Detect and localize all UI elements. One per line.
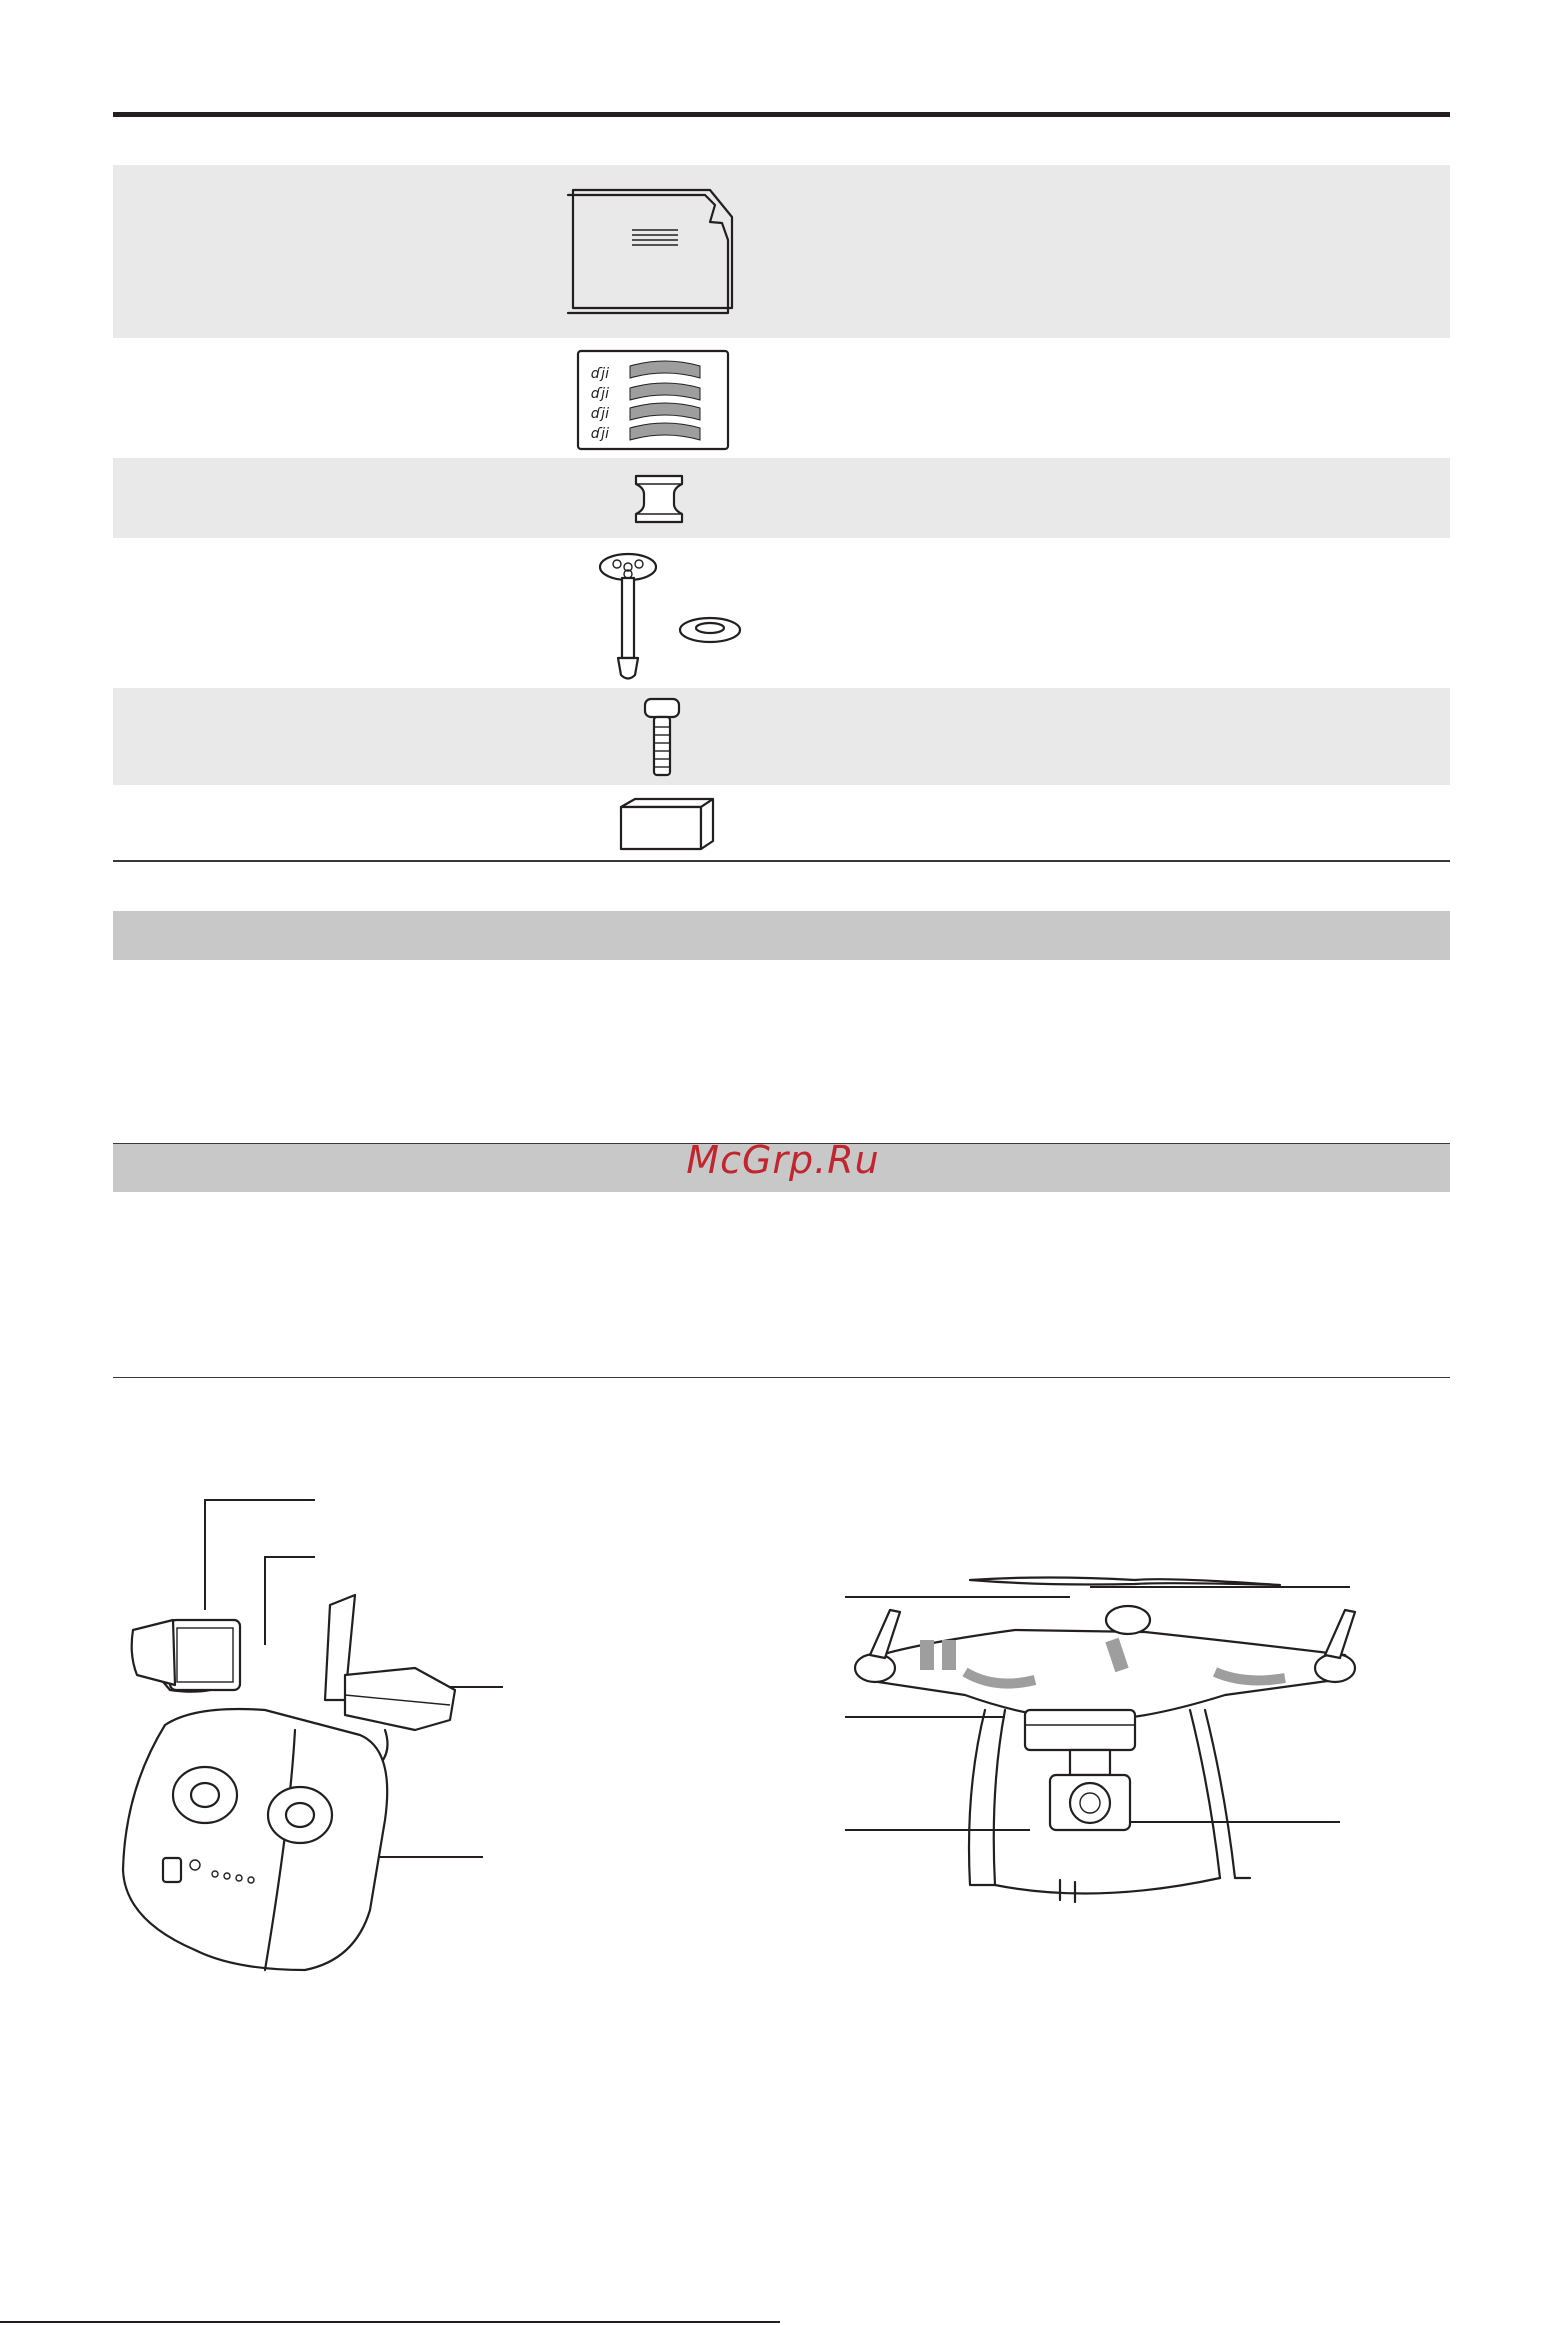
section-heading-bar: [113, 911, 1450, 960]
footer-rule: [0, 2321, 780, 2323]
table-row: [113, 165, 1450, 338]
quadcopter-illustration-icon: [845, 1560, 1365, 1940]
watermark: McGrp.Ru: [686, 1138, 880, 1182]
table-row: [113, 458, 1450, 538]
section-rule: [113, 1377, 1450, 1378]
svg-text:ɗji: ɗji: [591, 366, 609, 382]
document-icon: [560, 185, 760, 315]
rubber-damper-icon: [630, 470, 690, 532]
table-row: [113, 688, 1450, 785]
table-row: [113, 785, 1450, 860]
dji-sticker-sheet-icon: [575, 348, 735, 453]
svg-text:ɗji: ɗji: [591, 386, 609, 402]
table-row: [113, 538, 1450, 688]
svg-text:ɗji: ɗji: [591, 426, 609, 442]
table-bottom-rule: [113, 860, 1450, 862]
svg-text:ɗji: ɗji: [591, 406, 609, 422]
screw-icon: [640, 695, 690, 783]
remote-controller-illustration-icon: [115, 1490, 515, 1960]
table-row: [113, 338, 1450, 458]
header-rule: [113, 112, 1450, 117]
foam-block-icon: [615, 795, 715, 855]
gimbal-locking-pin-icon: [595, 550, 755, 685]
